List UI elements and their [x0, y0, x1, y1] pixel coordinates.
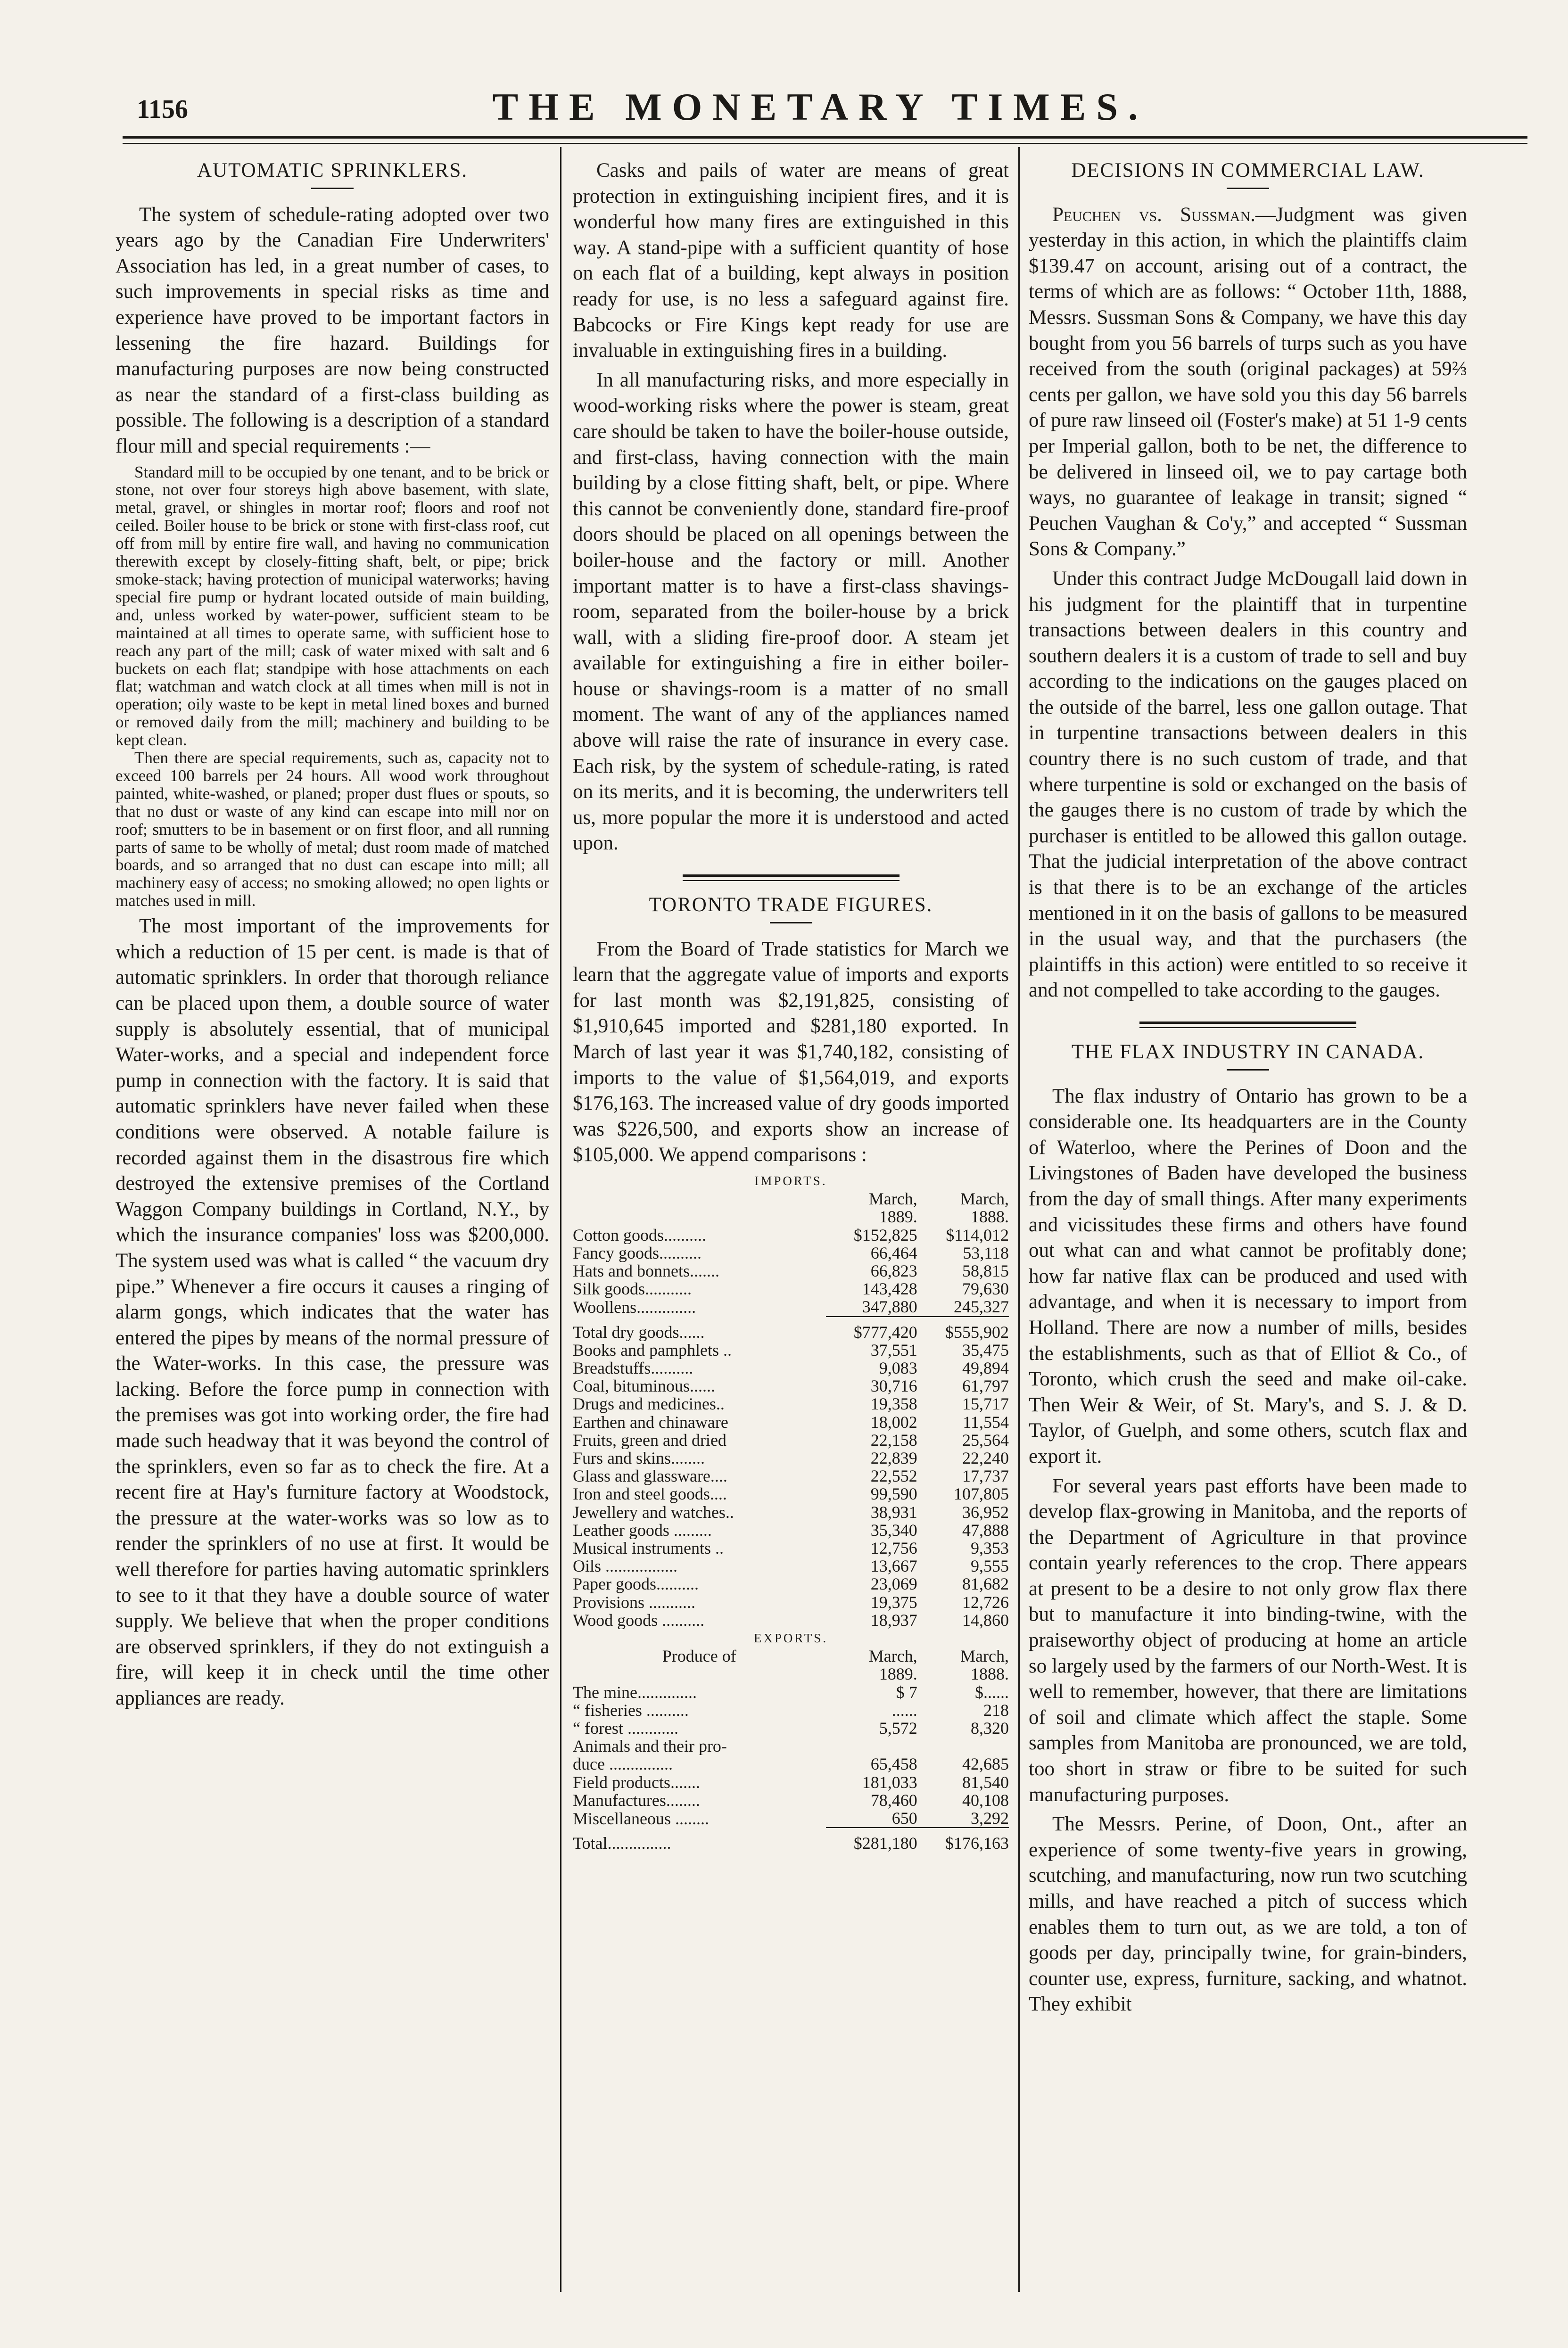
- row-label: Breadstuffs..........: [573, 1359, 693, 1377]
- row-value: 218: [983, 1700, 1009, 1720]
- header-rule-thick: [123, 136, 1527, 139]
- row-value: 35,475: [962, 1340, 1009, 1359]
- row-value: 18,002: [870, 1412, 917, 1432]
- row-value: 143,428: [862, 1279, 917, 1299]
- table-row: [573, 1413, 1009, 1431]
- row-label: Musical instruments ..: [573, 1539, 724, 1557]
- row-value: $152,825: [853, 1225, 917, 1244]
- article-title-decisions: DECISIONS IN COMMERCIAL LAW.: [1071, 159, 1425, 181]
- row-value: 58,815: [962, 1261, 1009, 1280]
- table-row: [573, 1683, 1009, 1701]
- table-row: [573, 1791, 1009, 1809]
- row-value: $ 7: [896, 1682, 917, 1702]
- row-value: 40,108: [962, 1790, 1009, 1810]
- row-value: 347,880: [862, 1297, 917, 1317]
- title-rule: [1227, 1069, 1269, 1071]
- row-value: 65,458: [870, 1755, 917, 1774]
- row-value: 22,839: [870, 1449, 917, 1468]
- title-rule: [1227, 188, 1269, 189]
- table-row: [573, 1449, 1009, 1467]
- table-row: [573, 1467, 1009, 1485]
- col-header: 1889.: [879, 1664, 917, 1684]
- table-row: [573, 1575, 1009, 1593]
- row-value: 19,358: [870, 1394, 917, 1414]
- row-value: 47,888: [962, 1520, 1009, 1540]
- row-value: 66,823: [870, 1261, 917, 1280]
- paragraph: Under this contract Judge McDougall laid down in his judgment for the plaintiff that in turpentine transactions between dealers in this country and southern dealers it is a custom of trade to sell and buy according to the indications on the gauges placed on the outside of the barrel, less one gallon outage. That in turpentine transactions between dealers in this country there is no such custom of trade, and that where turpentine is sold or exchanged on the basis of the gauges there is no custom of trade by which the purchaser is entitled to be allowed this gallon outage. That the judicial interpretation of the above contract is that there is to be an exchange of the articles mentioned in it on the basis of gallons to be measured in the usual way, and that the purchasers (the plaintiffs in this action) were entitled to so receive it and not compelled to take according to the gauges.: [1029, 567, 1467, 1002]
- row-label: Iron and steel goods....: [573, 1485, 727, 1503]
- table-row: [573, 1431, 1009, 1449]
- row-value: 5,572: [879, 1719, 917, 1738]
- table-row: [573, 1244, 1009, 1262]
- page-number: 1156: [137, 95, 188, 124]
- title-rule: [311, 188, 354, 189]
- col-header: 1889.: [879, 1207, 917, 1227]
- row-value: $......: [975, 1682, 1009, 1702]
- row-value: 37,551: [870, 1340, 917, 1359]
- row-label: Coal, bituminous......: [573, 1377, 716, 1395]
- col-header: March,: [960, 1189, 1009, 1209]
- row-value: 78,460: [870, 1790, 917, 1810]
- row-label: Fruits, green and dried: [573, 1431, 726, 1450]
- column-1: [116, 158, 549, 1715]
- row-value: 22,158: [870, 1430, 917, 1450]
- imports-label: IMPORTS.: [754, 1173, 827, 1188]
- table-row: [573, 1809, 1009, 1828]
- row-value: 66,464: [870, 1243, 917, 1262]
- row-label: Woollens..............: [573, 1298, 696, 1317]
- row-value: 35,340: [870, 1520, 917, 1540]
- row-label: Hats and bonnets.......: [573, 1261, 719, 1280]
- masthead: THE MONETARY TIMES.: [492, 85, 1148, 128]
- row-value: 81,682: [962, 1574, 1009, 1594]
- paragraph-text: —Judgment was given yesterday in this action, in which the plaintiffs claim $139.47 on account, arising out of a contract, the terms of which are as follows: “ October 11th, 1888, Messrs. Sussman Sons & Company, we have this day bought from you 56 barrels of turps such as you have received from the south (original packages) at 59⅔ cents per gallon, we have sold you this day 56 barrels of pure raw linseed oil (Foster's make) at 51 1-9 cents per Imperial gallon, both to be net, the difference to be delivered in linseed oil, we to pay cartage both ways, no guarantee of leakage in transit; signed “ Peuchen Vaughan & Co'y,” and accepted “ Sussman Sons & Company.”: [1029, 203, 1467, 560]
- table-row: [573, 1755, 1009, 1773]
- row-label: The mine..............: [573, 1683, 697, 1701]
- row-label: Wood goods ..........: [573, 1611, 705, 1630]
- table-row-total: Total............... $281,180 $176,163: [573, 1834, 1009, 1853]
- row-value: 107,805: [954, 1484, 1009, 1504]
- table-row: [573, 1701, 1009, 1719]
- row-label: Jewellery and watches..: [573, 1503, 734, 1521]
- table-row: [573, 1521, 1009, 1539]
- paragraph: In all manufacturing risks, and more especially in wood-working risks where the power is steam, great care should be taken to have the boiler-house outside, and first-class, having connection with the main building by a close fitting shaft, belt, or pipe. Where this cannot be conveniently done, standard fire-proof doors should be placed on all openings between the boiler-house and the factory or mill. Another important matter is to have a first-class shavings-room, separated from the boiler-house by a brick wall, with a sliding fire-proof door. A steam jet available for extinguishing a fire in either boiler-house or shavings-room is a matter of no small moment. The want of any of the appliances named above will raise the rate of insurance in every case. Each risk, by the system of schedule-rating, is rated on its merits, and it is becoming, the underwriters tell us, more popular the more it is understood and acted upon.: [573, 369, 1009, 855]
- row-value: 245,327: [954, 1297, 1009, 1317]
- title-rule: [770, 922, 812, 923]
- paragraph: The flax industry of Ontario has grown to be a considerable one. Its headquarters are in the County of Waterloo, where the Perines of Doon and the Livingstones of Baden have developed the business from the day of small things. After many experiments and vicissitudes these firms and others have found out what can and what cannot be profitably done; how far native flax can be produced and used with advantage, and when it is necessary to import from Holland. There are now a number of mills, besides the establishments, such as that of Elliot & Co., of Toronto, which crush the seed and make oil-cake. Then Weir & Weir, of St. Mary's, and S. J. & D. Taylor, of Guelph, and some others, scutch flax and export it.: [1029, 1085, 1467, 1467]
- table-row: [573, 1611, 1009, 1629]
- produce-label: Produce of: [662, 1647, 736, 1666]
- row-value: ......: [891, 1700, 917, 1720]
- quote-paragraph: Then there are special requirements, such as, capacity not to exceed 100 barrels per 24 hours. All wood work throughout painted, white-washed, or planed; proper dust flues or spouts, so that no dust or waste of any kind can escape into mill nor on roof; smutters to be in basement or on first floor, and all running parts of same to be wholly of metal; dust room made of matched boards, and so arranged that no dust can escape into mill; all machinery easy of access; no smoking allowed; no open lights or matches used in mill.: [116, 749, 549, 910]
- table-row: [573, 1539, 1009, 1557]
- table-row: [573, 1485, 1009, 1503]
- row-value: 17,737: [962, 1466, 1009, 1486]
- row-label: Provisions ...........: [573, 1593, 696, 1611]
- row-value: 49,894: [962, 1359, 1009, 1377]
- row-value: 3,292: [971, 1809, 1009, 1828]
- row-value: 9,083: [879, 1359, 917, 1377]
- row-value: 38,931: [870, 1502, 917, 1522]
- row-value: 8,320: [971, 1719, 1009, 1738]
- table-row: [573, 1395, 1009, 1413]
- row-label: Paper goods..........: [573, 1575, 699, 1593]
- paragraph: The system of schedule-rating adopted over two years ago by the Canadian Fire Underwriters' Association has led, in a great number of cases, to such improvements in special risks as time and experience have proved to be important factors in lessening the fire hazard. Buildings for manufacturing purposes are now being constructed as near the standard of a first-class building as possible. The following is a description of a standard flour mill and special requirements :—: [116, 203, 549, 457]
- row-label: Fancy goods..........: [573, 1244, 701, 1262]
- row-value: 99,590: [870, 1484, 917, 1504]
- table-row: [573, 1557, 1009, 1575]
- row-value: 650: [891, 1809, 917, 1828]
- row-value: 53,118: [963, 1243, 1009, 1262]
- trade-table: [573, 1172, 1009, 1853]
- row-label: Miscellaneous ........: [573, 1809, 709, 1828]
- table-row-total: Total dry goods...... $777,420 $555,902: [573, 1322, 1009, 1342]
- table-row: [573, 1719, 1009, 1737]
- row-label: Earthen and chinaware: [573, 1413, 728, 1431]
- column-divider-1: [560, 147, 561, 2292]
- header-rule-thin: [123, 143, 1527, 144]
- row-value: 19,375: [870, 1592, 917, 1612]
- row-value: 22,552: [870, 1466, 917, 1486]
- column-2: [573, 158, 1009, 1852]
- row-value: 30,716: [870, 1376, 917, 1396]
- table-row: [573, 1377, 1009, 1395]
- row-value: [917, 1737, 1009, 1755]
- row-value: 61,797: [962, 1376, 1009, 1396]
- row-label: Animals and their pro-: [573, 1737, 727, 1755]
- row-value: 9,353: [971, 1539, 1009, 1558]
- row-value: 22,240: [962, 1449, 1009, 1468]
- row-value: 9,555: [971, 1557, 1009, 1576]
- row-value: 11,554: [963, 1412, 1009, 1432]
- row-value: 25,564: [962, 1430, 1009, 1450]
- row-label: “ forest ............: [573, 1719, 678, 1738]
- row-value: 15,717: [962, 1394, 1009, 1414]
- article-title-sprinklers: AUTOMATIC SPRINKLERS.: [197, 159, 468, 181]
- row-label: Glass and glassware....: [573, 1467, 727, 1485]
- paragraph: Casks and pails of water are means of great protection in extinguishing incipient fires, and it is wonderful how many fires are extinguished in this way. A stand-pipe with a sufficient quantity of hose on each flat of a building, kept always in position ready for use, is no less a safeguard against fire. Babcocks or Fire Kings kept ready for use are invaluable in extinguishing fires in a building.: [573, 159, 1009, 362]
- table-row: [573, 1280, 1009, 1298]
- row-value: 13,667: [870, 1557, 917, 1576]
- row-value: 18,937: [870, 1610, 917, 1630]
- table-row: [573, 1593, 1009, 1611]
- table-row: [573, 1773, 1009, 1791]
- col-header: March,: [960, 1647, 1009, 1666]
- paragraph: For several years past efforts have been made to develop flax-growing in Manitoba, and the reports of the Department of Agriculture in that province contain yearly references to the crop. There appears at present to be a desire to not only grow flax there but to manufacture it into binding-twine, with the praiseworthy object of producing at home an article so largely used by the farmers of our North-West. It is well to remember, however, that there are limitations of soil and climate which affect the staple. Some samples from Manitoba are pronounced, we are told, too short in straw or fibre to be suited for such manufacturing purposes.: [1029, 1475, 1467, 1806]
- row-value: $114,012: [946, 1225, 1009, 1244]
- row-label: Manufactures........: [573, 1791, 700, 1810]
- section-double-rule: [683, 874, 900, 881]
- article-title-trade: TORONTO TRADE FIGURES.: [649, 894, 933, 916]
- row-value: 23,069: [870, 1574, 917, 1594]
- row-label: Silk goods...........: [573, 1280, 692, 1298]
- page-header: [108, 75, 1532, 127]
- paragraph: [1029, 202, 1467, 562]
- row-value: 181,033: [862, 1772, 917, 1792]
- row-value: 12,726: [962, 1592, 1009, 1612]
- table-row: [573, 1341, 1009, 1359]
- table-row: [573, 1737, 1009, 1755]
- table-row: [573, 1262, 1009, 1280]
- row-label: Oils .................: [573, 1557, 678, 1575]
- col-header: 1888.: [971, 1207, 1009, 1227]
- row-value: 12,756: [870, 1539, 917, 1558]
- paragraph: The most important of the improvements for which a reduction of 15 per cent. is made is that of automatic sprinklers. In order that thorough reliance can be placed upon them, a double source of water supply is absolutely essential, that of municipal Water-works, and a special and independent force pump in connection with the factory. It is said that automatic sprinklers have never failed when these conditions were observed. A notable failure is recorded against them in the disastrous fire which destroyed the extensive premises of the Cortland Waggon Company buildings in Cortland, N.Y., by which the insurance companies' loss was $200,000. The system used was what is called “ the vacuum dry pipe.” Whenever a fire occurs it causes a ringing of alarm gongs, which indicates that the water has entered the pipes by means of the normal pressure of the Water-works. In this case, the pressure was lacking. Before the force pump in connection with the premises was got into working order, the fire had made such headway that it was beyond the control of the sprinklers, even so far as to check the fire. At a recent fire at Hay's furniture factory at Woodstock, the pressure at the water-works was so low as to render the sprinklers of no use at first. It would be well therefore for parties having automatic sprinklers to see to it that they have a double source of water supply. We believe that when the proper conditions are observed sprinklers, if they do not extinguish a fire, will keep it in check until the time other appliances are ready.: [116, 915, 549, 1709]
- table-row: [573, 1298, 1009, 1316]
- row-value: [826, 1737, 917, 1755]
- exports-label: EXPORTS.: [753, 1631, 828, 1646]
- row-label: Books and pamphlets ..: [573, 1341, 732, 1359]
- table-row: [573, 1503, 1009, 1521]
- row-label: Field products.......: [573, 1773, 700, 1791]
- row-label: Leather goods .........: [573, 1521, 712, 1540]
- case-name: Peuchen vs. Sussman.: [1052, 203, 1255, 226]
- row-value: 14,860: [962, 1610, 1009, 1630]
- col-header: March,: [868, 1647, 917, 1666]
- paragraph: The Messrs. Perine, of Doon, Ont., after an experience of some twenty-five years in growing, scutching, and manufacturing, now run two scutching mills, and have reached a pitch of success which enables them to turn out, as we are told, a ton of goods per day, principally twine, for grain-binders, counter use, express, furniture, sacking, and whatnot. They exhibit: [1029, 1813, 1467, 2016]
- row-label: “ fisheries ..........: [573, 1701, 689, 1720]
- col-header: March,: [868, 1189, 917, 1209]
- row-label: Drugs and medicines..: [573, 1395, 725, 1413]
- row-label: duce ...............: [573, 1755, 673, 1773]
- row-value: 36,952: [962, 1502, 1009, 1522]
- row-label: Furs and skins........: [573, 1449, 705, 1467]
- col-header: 1888.: [971, 1664, 1009, 1684]
- section-double-rule: [1139, 1022, 1356, 1028]
- article-title-flax: THE FLAX INDUSTRY IN CANADA.: [1071, 1041, 1425, 1063]
- table-row: [573, 1359, 1009, 1377]
- row-value: 79,630: [962, 1279, 1009, 1299]
- row-value: 42,685: [962, 1755, 1009, 1774]
- table-row: [573, 1226, 1009, 1244]
- paragraph: From the Board of Trade statistics for March we learn that the aggregate value of imports and exports for last month was $2,191,825, consisting of $1,910,645 imported and $281,180 exported. In March of last year it was $1,740,182, consisting of imports to the value of $1,564,019, and exports $176,163. The increased value of dry goods imported was $226,500, and exports show an increase of $105,000. We append comparisons :: [573, 938, 1009, 1166]
- column-3: [1029, 158, 1467, 2021]
- column-divider-2: [1018, 147, 1020, 2292]
- row-value: 81,540: [962, 1772, 1009, 1792]
- row-label: Cotton goods..........: [573, 1226, 707, 1244]
- quote-paragraph: Standard mill to be occupied by one tenant, and to be brick or stone, not over four storeys high above basement, with slate, metal, gravel, or shingles in mortar roof; floors and roof not ceiled. Boiler house to be brick or stone with first-class roof, cut off from mill by entire fire wall, and having no communication therewith except by closely-fitting shaft, belt, or pipe; brick smoke-stack; having protection of municipal waterworks; having special fire pump or hydrant located outside of main building, and, unless worked by water-power, sufficient steam to be maintained at all times to operate same, with sufficient hose to reach any part of the mill; cask of water mixed with salt and 6 buckets on each flat; standpipe with hose attachments on each flat; watchman and watch clock at all times when mill is not in operation; oily waste to be kept in metal lined boxes and burned or removed daily from the mill; machinery and building to be kept clean.: [116, 462, 549, 750]
